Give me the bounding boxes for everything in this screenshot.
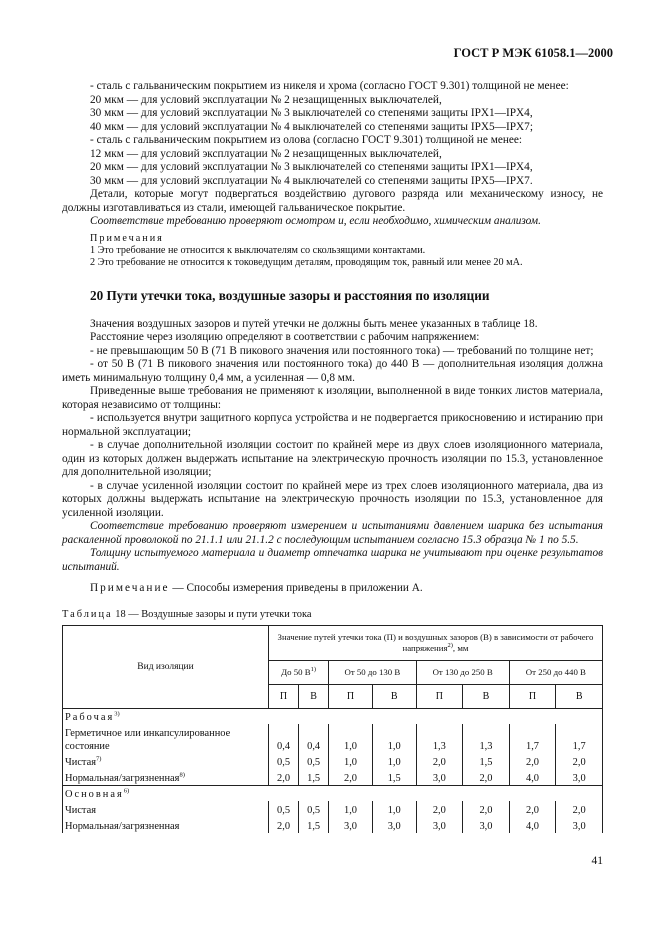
column-header-kind: Вид изоляции bbox=[63, 626, 269, 709]
paragraph: - сталь с гальваническим покрытием из олова (согласно ГОСТ 9.301) толщиной не менее: bbox=[90, 134, 523, 146]
voltage-range-header: От 130 до 250 В bbox=[416, 661, 509, 685]
value-cell: 3,0 bbox=[372, 817, 416, 833]
value-cell: 0,4 bbox=[269, 724, 299, 753]
value-cell: 2,0 bbox=[269, 769, 299, 786]
paragraph: Детали, которые могут подвергаться воздействию дугового разряда или механическому износу, не должны изготавливаться из стали, имеющей гальваническое покрытие. bbox=[62, 188, 603, 214]
clearance-table bbox=[62, 625, 603, 833]
value-cell: 4,0 bbox=[509, 817, 556, 833]
section-title: 20 Пути утечки тока, воздушные зазоры и расстояния по изоляции bbox=[90, 287, 490, 303]
row-label: Нормальная/загрязненная$^{8)}$ bbox=[63, 769, 269, 786]
table-caption bbox=[62, 608, 603, 622]
note-line bbox=[62, 582, 603, 596]
voltage-range-header: До 50 $В^{1)}$ bbox=[269, 661, 329, 685]
table-row bbox=[63, 753, 603, 769]
value-cell: 1,3 bbox=[463, 724, 510, 753]
value-cell: 0,4 bbox=[299, 724, 329, 753]
paragraph: - в случае усиленной изоляции состоит по крайней мере из трех слоев изоляционного материала, два из которых должны выдержать испытание на электрическую прочность изоляции по 15.3, установленное для усиленной изоляции. bbox=[62, 479, 603, 519]
note-item: 2 Это требование не относится к токоведущим деталям, проводящим ток, равный или менее 20 мА. bbox=[90, 256, 523, 268]
paragraph: - используется внутри защитного корпуса устройства и не подвергается прикосновению и истиранию при нормальной эксплуатации; bbox=[62, 412, 603, 438]
subheader-cell: П bbox=[509, 685, 556, 709]
notes-title: Примечания bbox=[90, 232, 164, 244]
value-cell: 1,3 bbox=[416, 724, 463, 753]
section-row: Основная$^{6)}$ bbox=[63, 786, 603, 802]
value-cell: 1,0 bbox=[372, 801, 416, 817]
value-cell: 0,5 bbox=[269, 801, 299, 817]
value-cell: 2,0 bbox=[329, 769, 373, 786]
section-title: Основная bbox=[65, 789, 124, 800]
paragraph: Расстояние через изоляцию определяют в соответствии с рабочим напряжением: bbox=[90, 331, 480, 343]
paragraph: 40 мкм — для условий эксплуатации № 4 выключателей со степенями защиты IPX5—IPX7; bbox=[90, 120, 533, 133]
page-content bbox=[62, 80, 603, 833]
value-cell: 1,7 bbox=[556, 724, 603, 753]
paragraph: 30 мкм — для условий эксплуатации № 4 выключателей со степенями защиты IPX5—IPX7. bbox=[90, 174, 533, 187]
paragraph: 20 мкм — для условий эксплуатации № 3 выключателей со степенями защиты IPX1—IPX4, bbox=[90, 161, 533, 173]
table-caption-label: Таблица bbox=[62, 608, 113, 620]
table-body bbox=[63, 709, 603, 834]
notes bbox=[62, 233, 603, 269]
value-cell: 1,0 bbox=[372, 753, 416, 769]
compliance-statement: Толщину испытуемого материала и диаметр отпечатка шарика не учитывают при оценке результатов испытаний. bbox=[62, 547, 603, 573]
value-cell: 1,0 bbox=[329, 724, 373, 753]
document-header: ГОСТ Р МЭК 61058.1—2000 bbox=[453, 46, 613, 60]
paragraph: - от 50 В (71 В пикового значения или постоянного тока) до 440 В — дополнительная изоляция должна иметь минимальную толщину 0,4 мм, а усиленная — 0,8 мм. bbox=[62, 358, 603, 384]
subheader-cell: П bbox=[269, 685, 299, 709]
value-cell: 1,5 bbox=[299, 817, 329, 833]
value-cell: 4,0 bbox=[509, 769, 556, 786]
value-cell: 3,0 bbox=[556, 817, 603, 833]
paragraph: - не превышающим 50 В (71 В пикового значения или постоянного тока) — требований по толщине нет; bbox=[90, 344, 594, 357]
paragraph: 12 мкм — для условий эксплуатации № 2 незащищенных выключателей, bbox=[90, 147, 442, 160]
row-label: Герметичное или инкапсулированное состояние bbox=[63, 724, 269, 753]
value-cell: 0,5 bbox=[299, 753, 329, 769]
value-cell: 2,0 bbox=[269, 817, 299, 833]
table-row bbox=[63, 724, 603, 753]
value-cell: 1,5 bbox=[299, 769, 329, 786]
value-cell: 3,0 bbox=[416, 817, 463, 833]
paragraph: 30 мкм — для условий эксплуатации № 3 выключателей со степенями защиты IPX1—IPX4, bbox=[90, 107, 533, 119]
note-item: 1 Это требование не относится к выключателям со скользящими контактами. bbox=[90, 244, 426, 256]
value-cell: 3,0 bbox=[329, 817, 373, 833]
value-cell: 1,5 bbox=[463, 753, 510, 769]
subheader-cell: В bbox=[372, 685, 416, 709]
value-cell: 0,5 bbox=[299, 801, 329, 817]
value-cell: 2,0 bbox=[463, 801, 510, 817]
column-header-values: Значение путей утечки тока (П) и воздушных зазоров (В) в зависимости от рабочего напряжения$^{2)}$, мм bbox=[269, 626, 603, 661]
table-row bbox=[63, 817, 603, 833]
table-row bbox=[63, 801, 603, 817]
table-caption-text: 18 — Воздушные зазоры и пути утечки тока bbox=[112, 608, 312, 620]
value-cell: 1,0 bbox=[329, 753, 373, 769]
note-text: — Способы измерения приведены в приложении А. bbox=[169, 582, 423, 594]
value-cell: 2,0 bbox=[509, 753, 556, 769]
value-cell: 2,0 bbox=[556, 753, 603, 769]
subheader-cell: В bbox=[463, 685, 510, 709]
value-cell: 1,0 bbox=[329, 801, 373, 817]
paragraph: 20 мкм — для условий эксплуатации № 2 незащищенных выключателей, bbox=[90, 93, 442, 106]
subheader-cell: В bbox=[556, 685, 603, 709]
note-label: Примечание bbox=[90, 582, 170, 594]
value-cell: 2,0 bbox=[556, 801, 603, 817]
table-row bbox=[63, 769, 603, 786]
paragraph: Значения воздушных зазоров и путей утечки не должны быть менее указанных в таблице 18. bbox=[90, 317, 538, 330]
value-cell: 1,7 bbox=[509, 724, 556, 753]
value-cell: 3,0 bbox=[416, 769, 463, 786]
value-cell: 2,0 bbox=[416, 801, 463, 817]
section-title: Рабочая bbox=[65, 712, 115, 723]
voltage-range-header: От 250 до 440 В bbox=[509, 661, 602, 685]
paragraph: Приведенные выше требования не применяют к изоляции, выполненной в виде тонких листов материала, которая независимо от толщины: bbox=[62, 385, 603, 411]
voltage-range-header: От 50 до 130 В bbox=[329, 661, 416, 685]
value-cell: 3,0 bbox=[463, 817, 510, 833]
page-number: 41 bbox=[591, 855, 603, 867]
value-cell: 2,0 bbox=[416, 753, 463, 769]
value-cell: 1,0 bbox=[372, 724, 416, 753]
subheader-cell: П bbox=[329, 685, 373, 709]
value-cell: 0,5 bbox=[269, 753, 299, 769]
row-label: Нормальная/загрязненная bbox=[63, 817, 269, 833]
value-cell: 1,5 bbox=[372, 769, 416, 786]
row-label: Чистая$^{7)}$ bbox=[63, 753, 269, 769]
subheader-cell: П bbox=[416, 685, 463, 709]
compliance-statement: Соответствие требованию проверяют осмотром и, если необходимо, химическим анализом. bbox=[90, 215, 541, 227]
value-cell: 3,0 bbox=[556, 769, 603, 786]
compliance-statement: Соответствие требованию проверяют измерением и испытаниями давлением шарика без испытания раскаленной проволокой по 21.1.1 или 21.1.2 с последующим испытанием согласно 15.3 образца № 1 по 5.5. bbox=[62, 520, 603, 546]
value-cell: 2,0 bbox=[509, 801, 556, 817]
row-label: Чистая bbox=[63, 801, 269, 817]
value-cell: 2,0 bbox=[463, 769, 510, 786]
paragraph: - сталь с гальваническим покрытием из никеля и хрома (согласно ГОСТ 9.301) толщиной не менее: bbox=[90, 80, 569, 92]
paragraph: - в случае дополнительной изоляции состоит по крайней мере из двух слоев изоляционного материала, один из которых должен выдержать испытание на электрическую прочность изоляции по 15.3, установленное для дополнительной изоляции; bbox=[62, 439, 603, 478]
subheader-cell: В bbox=[299, 685, 329, 709]
section-row: Рабочая$^{3)}$ bbox=[63, 709, 603, 725]
